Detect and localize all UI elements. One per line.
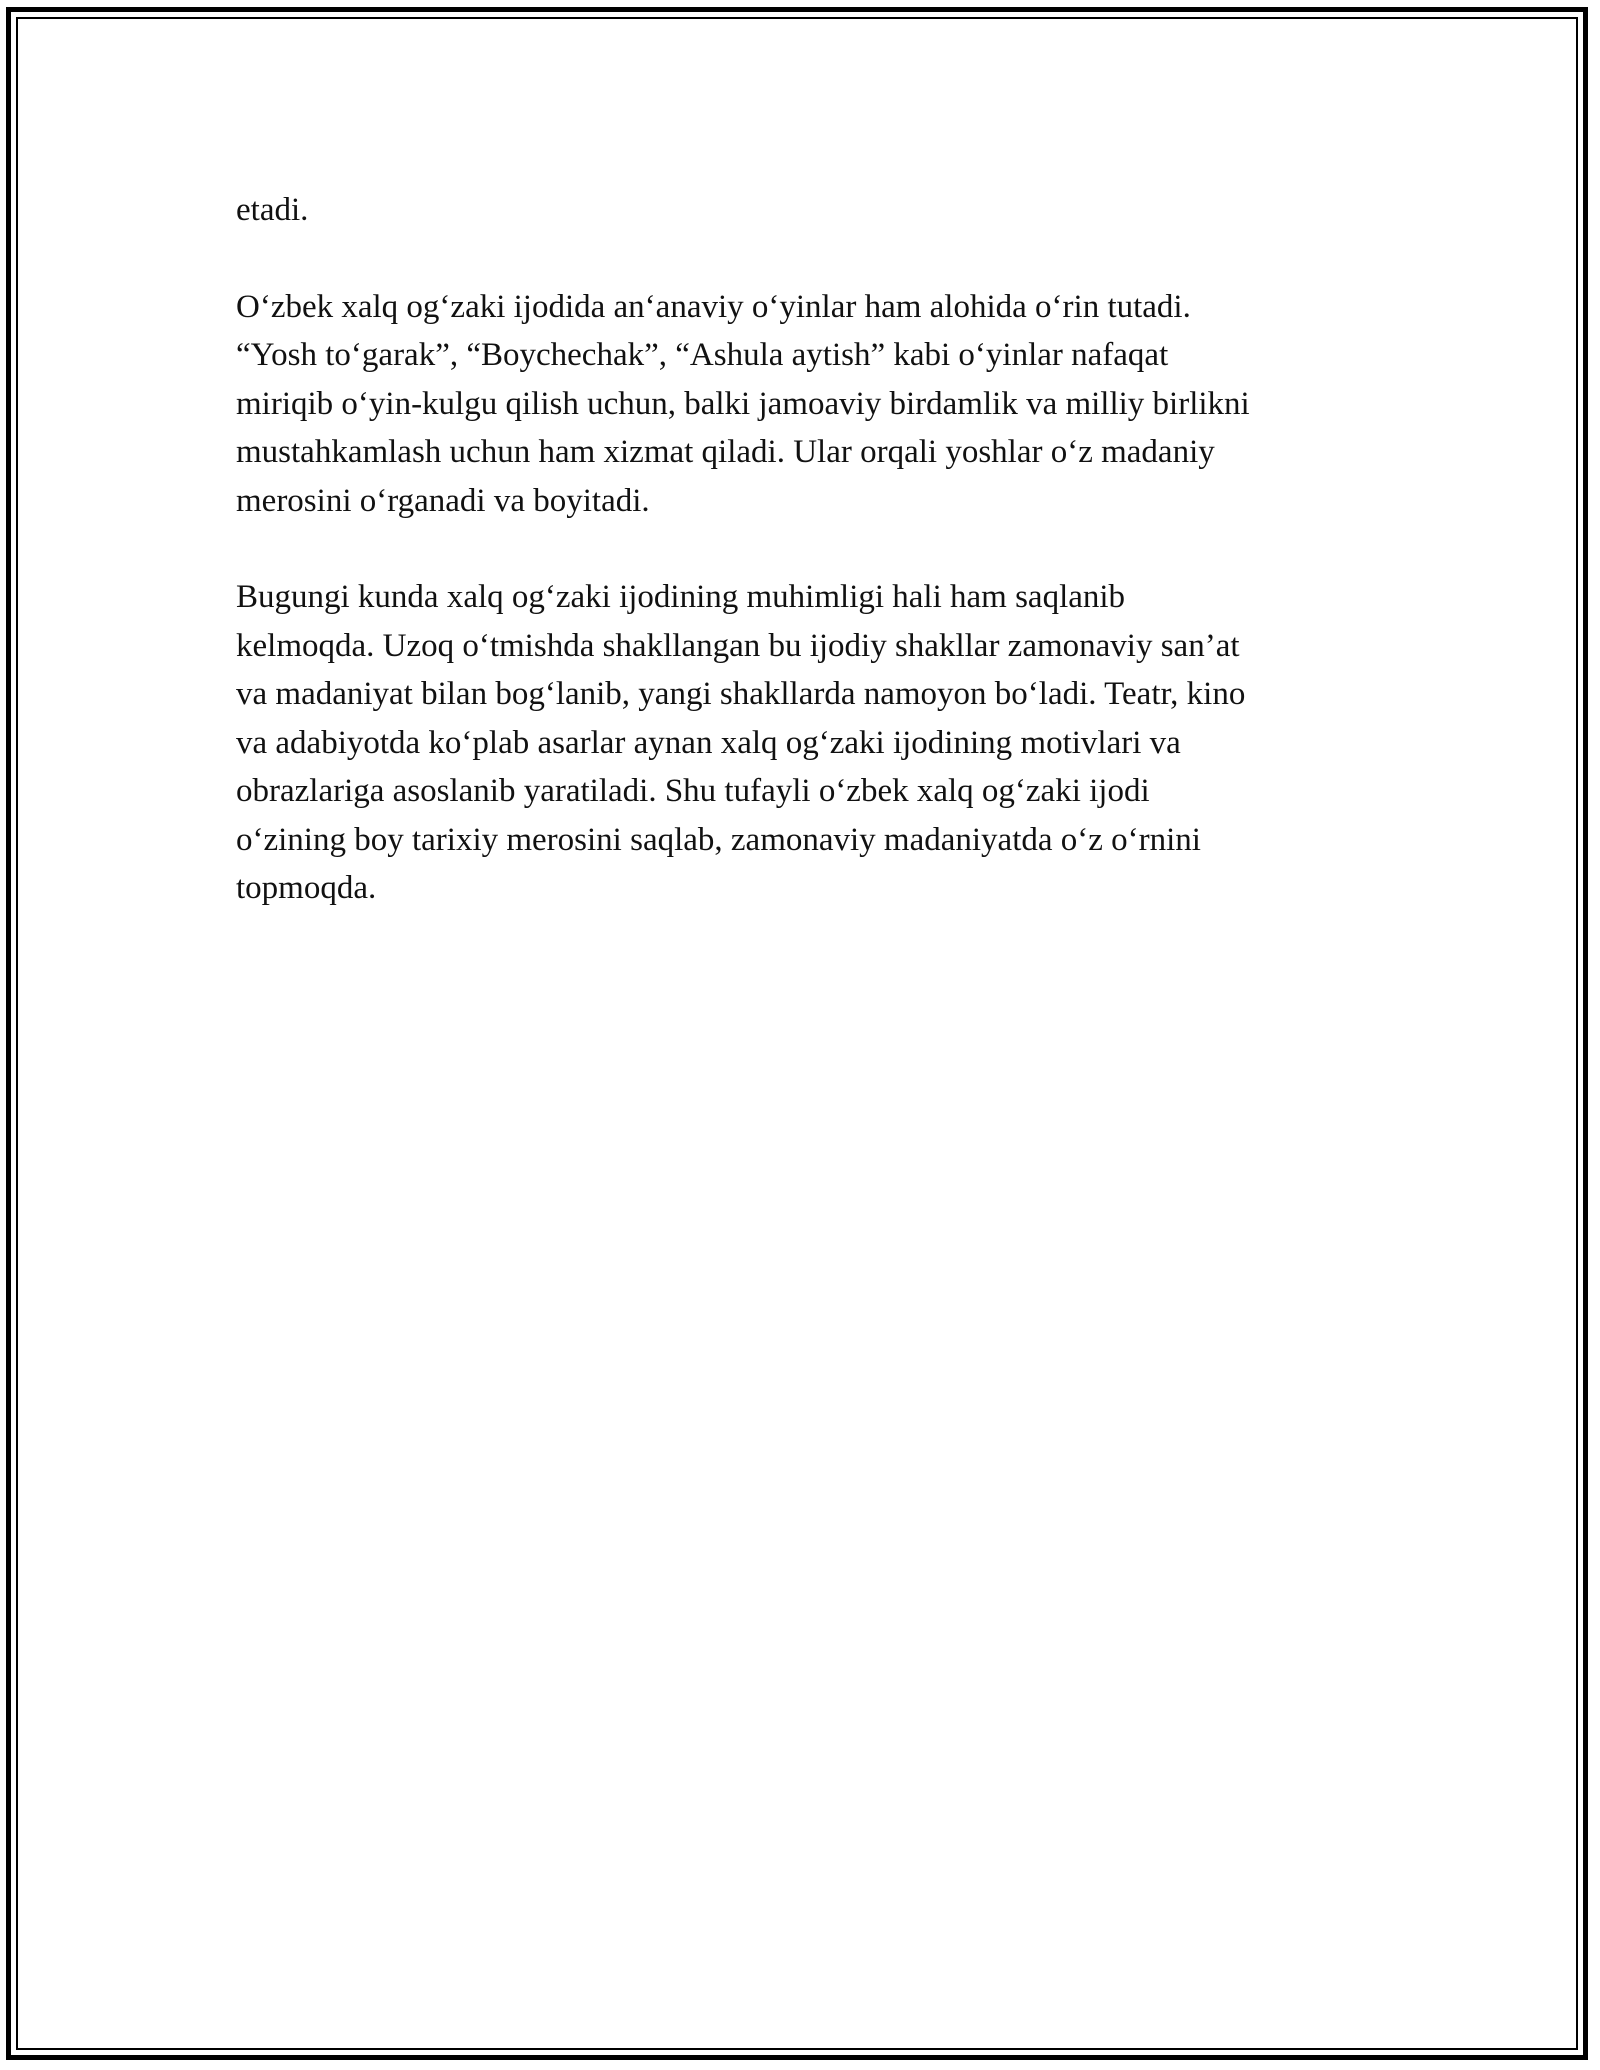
text-line: mustahkamlash uchun ham xizmat qiladi. Ular orqali yoshlar o‘z madaniy xyxy=(236,434,1215,470)
paragraph-modern-importance xyxy=(236,573,1386,913)
text-line: kelmoqda. Uzoq o‘tmishda shakllangan bu ijodiy shakllar zamonaviy san’at xyxy=(236,627,1240,664)
paragraph-continuation xyxy=(236,186,1386,235)
text-line: merosini o‘rganadi va boyitadi. xyxy=(236,482,650,519)
text-line: Bugungi kunda xalq og‘zaki ijodining muhimligi hali ham saqlanib xyxy=(236,579,1126,615)
text-line: miriqib o‘yin-kulgu qilish uchun, balki jamoaviy birdamlik va milliy birlikni xyxy=(236,385,1250,422)
text-line: obrazlariga asoslanib yaratiladi. Shu tufayli o‘zbek xalq og‘zaki ijodi xyxy=(236,773,1150,809)
text-line: va adabiyotda ko‘plab asarlar aynan xalq og‘zaki ijodining motivlari va xyxy=(236,724,1181,761)
text-line: etadi. xyxy=(236,192,309,228)
text-line: o‘zining boy tarixiy merosini saqlab, zamonaviy madaniyatda o‘z o‘rnini xyxy=(236,821,1201,858)
paragraph-traditional-games xyxy=(236,283,1386,526)
text-line: topmoqda. xyxy=(236,870,377,906)
text-line: “Yosh to‘garak”, “Boychechak”, “Ashula aytish” kabi o‘yinlar nafaqat xyxy=(236,337,1169,373)
text-line: va madaniyat bilan bog‘lanib, yangi shakllarda namoyon bo‘ladi. Teatr, kino xyxy=(236,676,1246,712)
document-body xyxy=(236,186,1386,961)
text-line: O‘zbek xalq og‘zaki ijodida an‘anaviy o‘yinlar ham alohida o‘rin tutadi. xyxy=(236,288,1191,325)
